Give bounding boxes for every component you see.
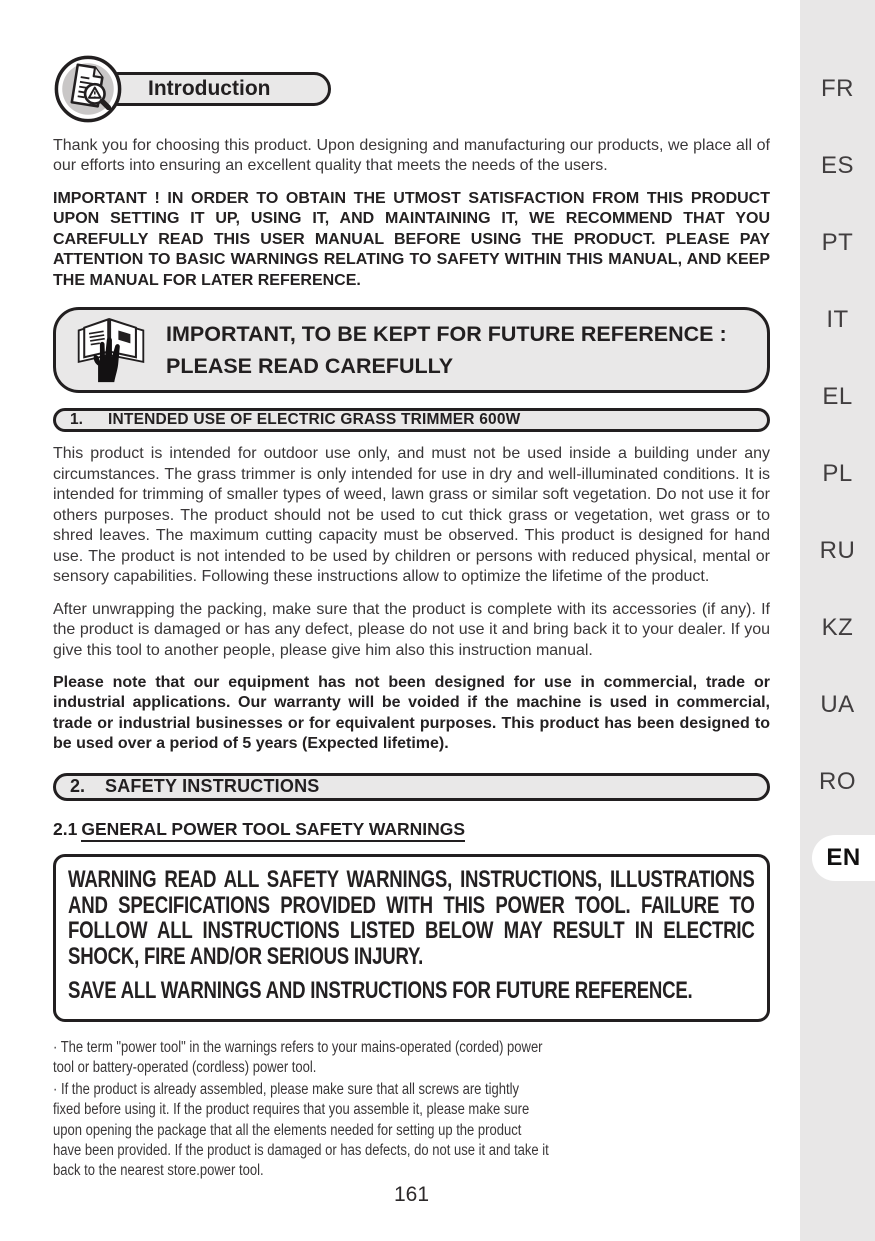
- language-tab-fr: [800, 50, 875, 127]
- section-1-paragraph-3: Please note that our equipment has not been designed for use in commercial, trade or industrial applications. Our warranty will be voided if the machine is used in commercial, trade or industrial businesses or for equivalent purposes. This product has been designed to be used over a period of 5 years (Expected lifetime).: [53, 673, 770, 753]
- language-tab-label: UA: [820, 690, 855, 718]
- section-2-number: 2.: [70, 776, 86, 797]
- language-tab-label: FR: [821, 74, 854, 102]
- language-tab-pl: [800, 435, 875, 512]
- language-tab-label: ES: [820, 151, 854, 179]
- warning-note-item: · The term "power tool" in the warnings refers to your mains-operated (corded) power tool or battery-operated (cordless) power tool.: [53, 1039, 543, 1077]
- warning-text: WARNING READ ALL SAFETY WARNINGS, INSTRUCTIONS, ILLUSTRATIONS AND SPECIFICATIONS PROVIDED WITH THIS POWER TOOL. FAILURE TO FOLLOW ALL INSTRUCTIONS LISTED BELOW MAY RESULT IN ELECTRIC SHOCK, FIRE AND/OR SERIOUS INJURY.: [68, 866, 755, 970]
- language-tab-label: EN: [826, 844, 861, 871]
- language-tab-el: [800, 358, 875, 435]
- section-1-paragraph-1: This product is intended for outdoor use only, and must not be used inside a building under any circumstances. The grass trimmer is only intended for use in dry and well-illuminated conditions. It is intended for trimming of smaller types of weed, lawn grass or similar soft vegetation. Do not use it for others purposes. The product should not be used to cut thick grass or vegetation, wet grass or to shred leaves. The maximum cutting capacity must be observed. This product is designed for hand use. The product is not intended to be used by children or persons with reduced physical, mental or sensory capabilities. Following these instructions allow to optimize the lifetime of the product.: [53, 445, 770, 586]
- language-tab-ru: [800, 512, 875, 589]
- section-2-1-title: GENERAL POWER TOOL SAFETY WARNINGS: [81, 819, 465, 842]
- warning-note-item: · If the product is already assembled, please make sure that all screws are tightly fixed before using it. If the product requires that you assemble it, please make sure upon opening the package that all the elements needed for setting up the product have been provided. If the product is damaged or has defects, do not use it and take it back to the nearest store.power tool.: [53, 1081, 549, 1179]
- section-2-1-heading: [53, 819, 770, 840]
- safety-warning-box: [53, 854, 770, 1022]
- language-tab-label: IT: [826, 305, 849, 333]
- language-tab-sidebar: [800, 0, 875, 1241]
- warning-save-text: SAVE ALL WARNINGS AND INSTRUCTIONS FOR FUTURE REFERENCE.: [68, 977, 693, 1005]
- section-2-heading: [53, 773, 770, 801]
- keep-box-line1: IMPORTANT, TO BE KEPT FOR FUTURE REFERENCE :: [166, 322, 727, 347]
- language-tab-it: [800, 281, 875, 358]
- document-magnifier-warning-icon: [53, 54, 123, 124]
- introduction-title: Introduction: [148, 77, 271, 100]
- language-tab-ua: [800, 666, 875, 743]
- language-tab-label: PL: [822, 459, 853, 487]
- section-2-title: SAFETY INSTRUCTIONS: [105, 776, 320, 797]
- language-tab-pt: [800, 204, 875, 281]
- language-tab-ro: [800, 743, 875, 820]
- language-tab-kz: [800, 589, 875, 666]
- keep-for-reference-box: [53, 307, 770, 393]
- section-1-title: INTENDED USE OF ELECTRIC GRASS TRIMMER 600W: [108, 411, 521, 429]
- introduction-header: [53, 54, 770, 124]
- keep-box-line2: PLEASE READ CAREFULLY: [166, 354, 454, 379]
- section-1-number: 1.: [70, 411, 83, 429]
- language-tab-label: EL: [822, 382, 853, 410]
- language-tab-label: KZ: [821, 613, 854, 641]
- intro-important-paragraph: IMPORTANT ! IN ORDER TO OBTAIN THE UTMOST SATISFACTION FROM THIS PRODUCT UPON SETTING IT UP, USING IT, AND MAINTAINING IT, WE RECOMMEND THAT YOU CAREFULLY READ THIS USER MANUAL BEFORE USING THE PRODUCT. PLEASE PAY ATTENTION TO BASIC WARNINGS RELATING TO SAFETY WITHIN THIS MANUAL, AND KEEP THE MANUAL FOR LATER REFERENCE.: [53, 189, 770, 289]
- language-tab-es: [800, 127, 875, 204]
- page-number: 161: [393, 1183, 430, 1206]
- language-tab-label: RO: [819, 767, 856, 795]
- language-tab-label: PT: [821, 228, 854, 256]
- section-2-1-number: 2.1: [53, 819, 78, 840]
- language-tab-label: RU: [819, 536, 856, 564]
- warning-notes: [53, 1038, 550, 1183]
- section-1-paragraph-2: After unwrapping the packing, make sure that the product is complete with its accessories (if any). If the product is damaged or has any defect, please do not use it and bring back it to your dealer. If you give this tool to another people, please give him also this instruction manual.: [53, 600, 770, 659]
- keep-box-text: [166, 318, 727, 383]
- intro-paragraph: Thank you for choosing this product. Upon designing and manufacturing our products, we place all of our efforts into ensuring an excellent quality that meets the needs of the users.: [53, 137, 770, 175]
- introduction-title-pill: [101, 72, 331, 106]
- language-tab-en-active: [812, 835, 875, 881]
- section-1-heading: [53, 408, 770, 432]
- open-book-pointing-hand-icon: [70, 312, 152, 389]
